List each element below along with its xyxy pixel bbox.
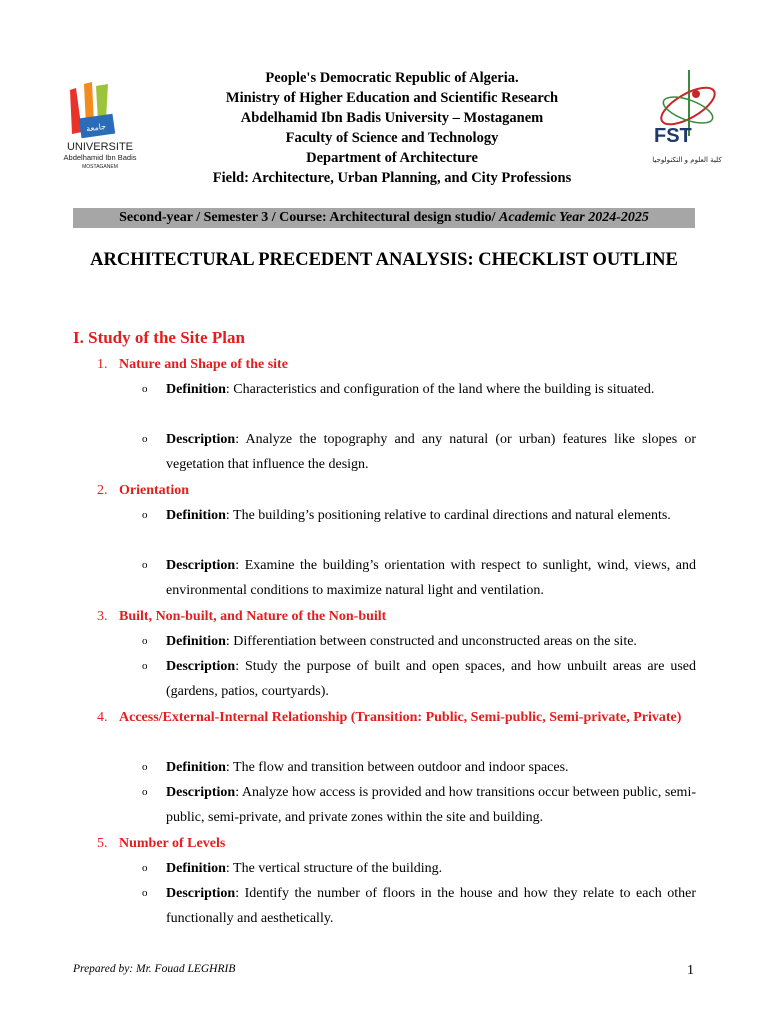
bullet-mark: o [142, 887, 148, 899]
bullet-label: Description [166, 432, 236, 447]
bullet-definition [142, 629, 696, 654]
fst-logo-name: FST [654, 125, 692, 147]
bullet-label: Description [166, 659, 236, 674]
header-line-ministry: Ministry of Higher Education and Scientific Research [225, 90, 559, 106]
bullet-text: : Study the purpose of built and open spaces, and how unbuilt areas are used (gardens, patios, courtyards). [166, 659, 696, 700]
bullet-mark: o [142, 761, 148, 773]
bullet-mark: o [142, 660, 148, 672]
bullet-description [142, 881, 696, 932]
course-info-bar [73, 208, 695, 228]
bullet-mark: o [142, 786, 148, 798]
bullet-label: Description [166, 886, 236, 901]
bullet-text: : The flow and transition between outdoor and indoor spaces. [225, 760, 569, 775]
bullet-mark: o [142, 433, 148, 445]
bullet-label: Definition [166, 634, 226, 649]
bullet-label: Definition [166, 508, 226, 523]
university-logo-name: UNIVERSITE [66, 141, 134, 153]
bullet-description [142, 553, 696, 604]
item-heading-text: Built, Non-built, and Nature of the Non-built [119, 609, 387, 624]
bullet-mark: o [142, 862, 148, 874]
bullet-mark: o [142, 383, 148, 395]
bullet-mark: o [142, 635, 148, 647]
item-number: 1. [97, 357, 108, 372]
item-heading [97, 705, 697, 730]
bullet-text: : Analyze the topography and any natural (or urban) features like slopes or vegetation that influence the design. [166, 432, 696, 473]
item-number: 2. [97, 483, 108, 498]
bullet-text: : The building’s positioning relative to cardinal directions and natural elements. [225, 508, 671, 523]
bullet-definition [142, 755, 696, 780]
item-heading-text: Access/External-Internal Relationship (Transition: Public, Semi-public, Semi-private, Private) [119, 710, 682, 725]
item-heading-text: Number of Levels [119, 836, 226, 851]
item-heading [97, 478, 697, 503]
fst-logo [648, 66, 726, 170]
bullet-definition [142, 856, 696, 881]
bullet-mark: o [142, 559, 148, 571]
bullet-text: : The vertical structure of the building. [225, 861, 443, 876]
header-line-university: Abdelhamid Ibn Badis University – Mostaganem [240, 110, 544, 126]
institution-header [160, 68, 624, 188]
university-logo-sub: Abdelhamid Ibn Badis [63, 153, 137, 162]
bullet-label: Definition [166, 861, 226, 876]
item-heading [97, 831, 697, 856]
item-heading [97, 604, 697, 629]
bullet-text: : Analyze how access is provided and how transitions occur between public, semi-public, semi-private, and private zones within the site and building. [166, 785, 696, 826]
university-logo [58, 76, 142, 172]
bullet-text: : Examine the building’s orientation with respect to sunlight, wind, views, and environmental conditions to maximize natural light and ventilation. [166, 558, 696, 599]
header-line-country: People's Democratic Republic of Algeria. [265, 70, 519, 86]
header-line-field: Field: Architecture, Urban Planning, and City Professions [212, 170, 572, 186]
bullet-text: : Differentiation between constructed and unconstructed areas on the site. [225, 634, 637, 649]
bullet-label: Description [166, 558, 236, 573]
item-number: 5. [97, 836, 108, 851]
bullet-mark: o [142, 509, 148, 521]
fst-logo-arabic: كلية العلوم و التكنولوجيا [652, 156, 722, 164]
course-info-text: Second-year / Semester 3 / Course: Architectural design studio/ [119, 210, 500, 225]
bullet-definition [142, 503, 696, 528]
svg-text:جامعة: جامعة [85, 121, 107, 134]
header-line-faculty: Faculty of Science and Technology [285, 130, 499, 146]
bullet-label: Definition [166, 382, 226, 397]
header-line-department: Department of Architecture [306, 150, 478, 166]
bullet-description [142, 654, 696, 705]
bullet-text: : Identify the number of floors in the house and how they relate to each other functionally and aesthetically. [166, 886, 696, 927]
footer-prepared-by: Prepared by: Mr. Fouad LEGHRIB [73, 963, 236, 975]
bullet-label: Description [166, 785, 236, 800]
item-number: 4. [97, 710, 108, 725]
item-heading-text: Orientation [119, 483, 189, 498]
page-number: 1 [687, 963, 694, 978]
item-number: 3. [97, 609, 108, 624]
document-title: ARCHITECTURAL PRECEDENT ANALYSIS: CHECKLIST OUTLINE [90, 250, 678, 270]
item-heading-text: Nature and Shape of the site [119, 357, 288, 372]
bullet-label: Definition [166, 760, 226, 775]
bullet-description [142, 780, 696, 831]
bullet-description [142, 427, 696, 478]
section-title: I. Study of the Site Plan [73, 328, 245, 347]
bullet-text: : Characteristics and configuration of the land where the building is situated. [225, 382, 655, 397]
academic-year: Academic Year 2024-2025 [499, 210, 649, 225]
university-logo-city: MOSTAGANEM [82, 164, 118, 170]
item-heading [97, 352, 697, 377]
bullet-definition [142, 377, 696, 402]
